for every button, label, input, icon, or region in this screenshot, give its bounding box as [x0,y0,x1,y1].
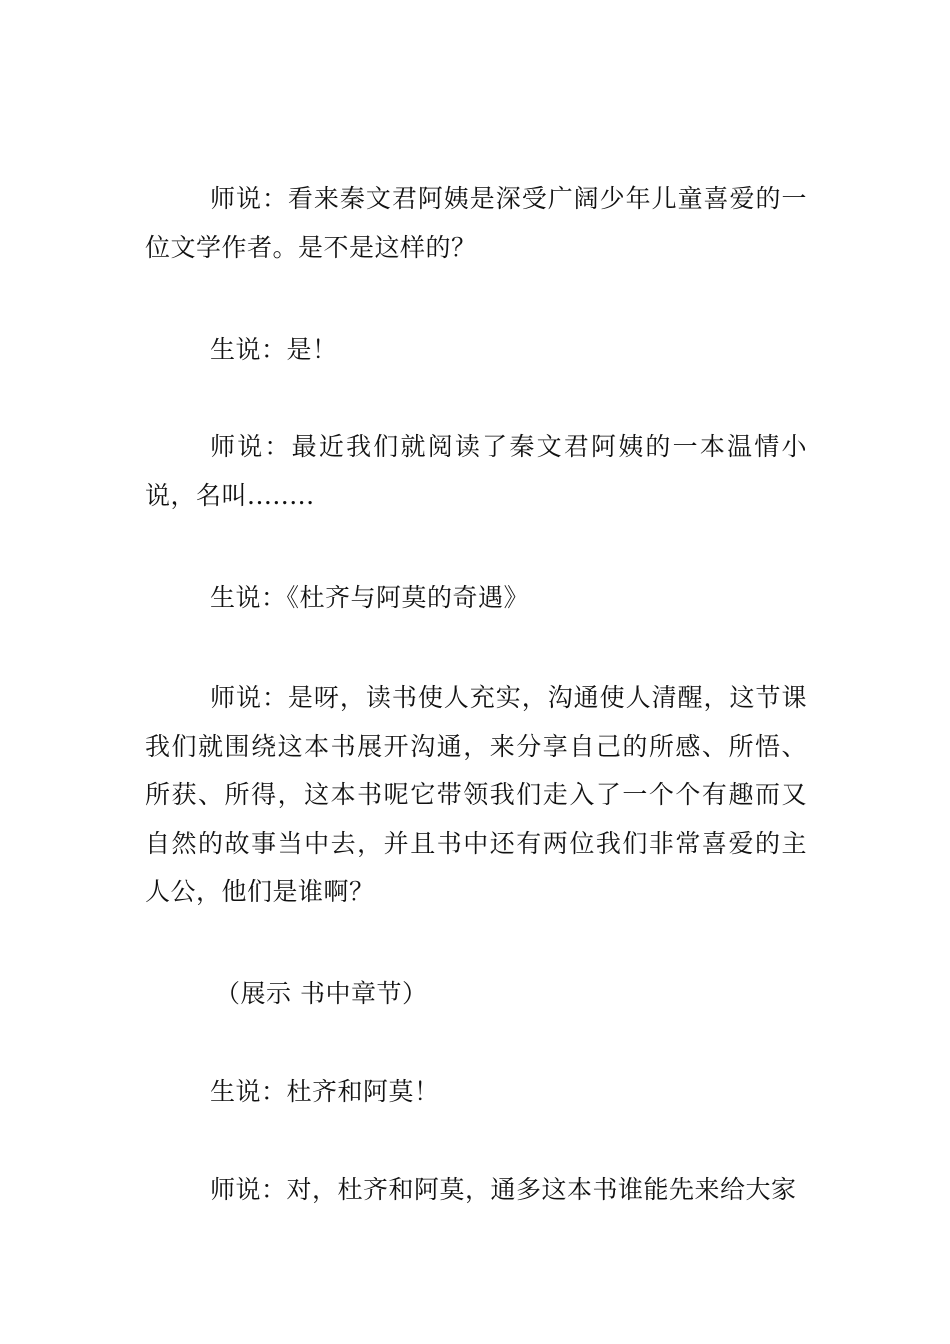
stage-direction: （展示 书中章节） [215,979,428,1008]
teacher-line-3: 师说：是呀，读书使人充实，沟通使人清醒，这节课我们就围绕这本书展开沟通，来分享自己的所感、所悟、所获、所得，这本书呢它带领我们走入了一个个有趣而又自然的故事当中去，并且书中还有两位我们非常喜爱的主人公，他们是谁啊？ [145,683,807,906]
teacher-line-1: 师说：看来秦文君阿姨是深受广阔少年儿童喜爱的一位文学作者。是不是这样的？ [145,184,807,262]
teacher-line-2: 师说：最近我们就阅读了秦文君阿姨的一本温情小说，名叫........ [145,432,807,510]
student-line-2: 生说：《杜齐与阿莫的奇遇》 [210,583,530,612]
teacher-line-4: 师说：对，杜齐和阿莫，通多这本书谁能先来给大家 [210,1175,797,1204]
student-line-3: 生说：杜齐和阿莫！ [210,1077,440,1106]
student-line-1: 生说：是！ [210,335,338,364]
